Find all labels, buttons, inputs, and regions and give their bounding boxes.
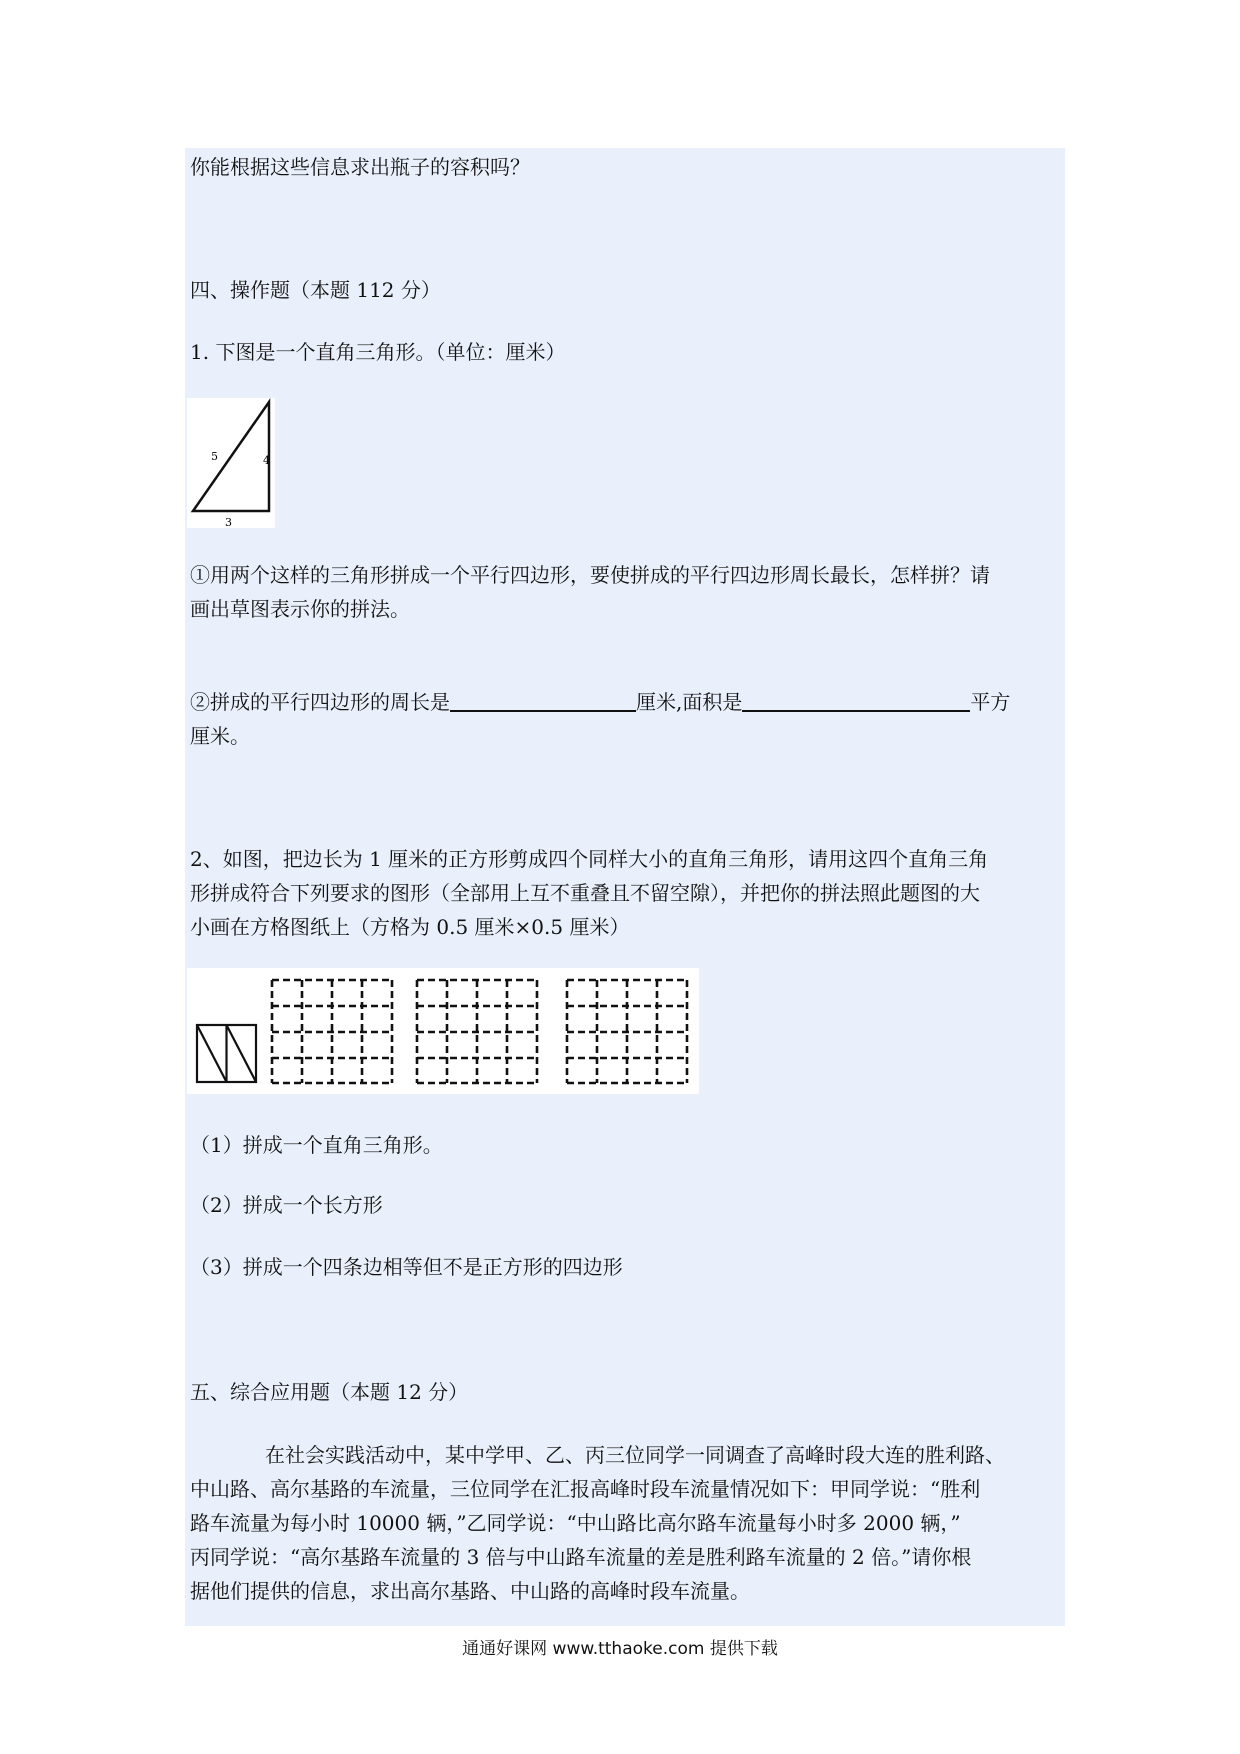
question-1a-line1: ①用两个这样的三角形拼成一个平行四边形，要使拼成的平行四边形周长最长，怎样拼？请	[190, 563, 990, 587]
question-line: 你能根据这些信息求出瓶子的容积吗？	[190, 155, 530, 179]
q1b-text-start: ②拼成的平行四边形的周长是	[190, 690, 450, 714]
section-heading-4: 四、操作题（本题 112 分）	[190, 278, 441, 302]
question-2-sub1: （1）拼成一个直角三角形。	[190, 1133, 443, 1157]
label-vertical: 4	[263, 454, 270, 467]
question-2-line1: 2、如图，把边长为 1 厘米的正方形剪成四个同样大小的直角三角形，请用这四个直角三角	[190, 847, 989, 871]
grids-diagram	[187, 968, 699, 1094]
label-base: 3	[225, 516, 232, 528]
question-2-sub3: （3）拼成一个四条边相等但不是正方形的四边形	[190, 1255, 623, 1279]
area-blank[interactable]	[742, 688, 970, 712]
q1b-text-end: 平方	[970, 690, 1011, 714]
question-2-sub2: （2）拼成一个长方形	[190, 1193, 383, 1217]
section-heading-5: 五、综合应用题（本题 12 分）	[190, 1380, 469, 1404]
problem-line1: 在社会实践活动中，某中学甲、乙、丙三位同学一同调查了高峰时段大连的胜利路、	[265, 1443, 1005, 1467]
dashed-grid-3	[567, 980, 687, 1083]
right-triangle-diagram	[187, 398, 275, 528]
dashed-grid-2	[417, 980, 537, 1083]
question-1b-line1	[190, 685, 1060, 719]
triangle-shape	[193, 402, 269, 511]
footer-download-note: 通通好课网 www.tthaoke.com 提供下载	[462, 1639, 778, 1659]
problem-line5: 据他们提供的信息，求出高尔基路、中山路的高峰时段车流量。	[190, 1579, 750, 1603]
perimeter-blank[interactable]	[450, 688, 636, 712]
cut-square	[197, 1025, 256, 1082]
label-hypotenuse: 5	[211, 450, 218, 463]
right-triangle-figure	[187, 398, 275, 528]
dashed-grid-1	[272, 980, 392, 1083]
question-1a-line2: 画出草图表示你的拼法。	[190, 597, 410, 621]
square-and-grids-figure	[187, 968, 699, 1094]
question-1b-line2: 厘米。	[190, 724, 250, 748]
problem-line4: 丙同学说：“高尔基路车流量的 3 倍与中山路车流量的差是胜利路车流量的 2 倍。”请你根	[190, 1545, 972, 1569]
question-1: 1. 下图是一个直角三角形。（单位：厘米）	[190, 340, 566, 364]
question-2-line3: 小画在方格图纸上（方格为 0.5 厘米×0.5 厘米）	[190, 915, 630, 939]
question-2-line2: 形拼成符合下列要求的图形（全部用上互不重叠且不留空隙），并把你的拼法照此题图的大	[190, 881, 980, 905]
q1b-text-mid: 厘米,面积是	[636, 690, 743, 714]
problem-line2: 中山路、高尔基路的车流量，三位同学在汇报高峰时段车流量情况如下：甲同学说：“胜利	[190, 1477, 981, 1501]
problem-line3: 路车流量为每小时 10000 辆，”乙同学说：“中山路比高尔路车流量每小时多 2000 辆，”	[190, 1511, 961, 1535]
